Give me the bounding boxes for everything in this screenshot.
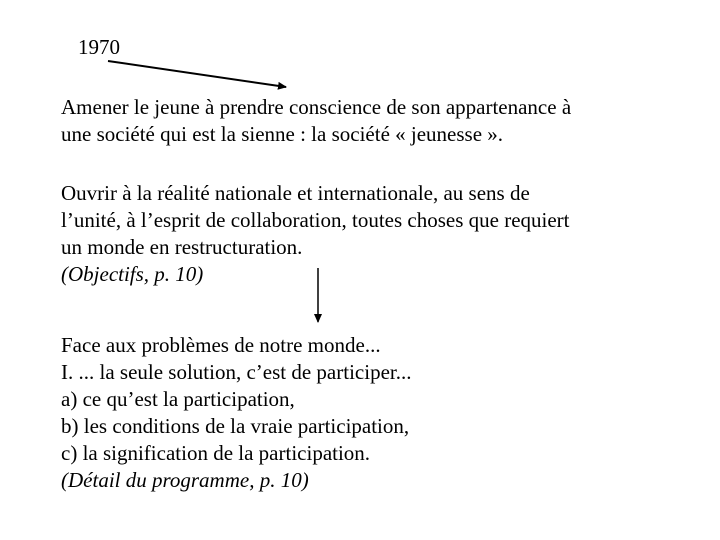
citation: (Objectifs, p. 10)	[61, 262, 204, 286]
text-line: un monde en restructuration.	[61, 235, 303, 259]
list-item: a) ce qu’est la participation,	[61, 387, 295, 411]
diagonal-arrow-icon	[108, 61, 286, 87]
citation: (Détail du programme, p. 10)	[61, 468, 309, 492]
list-item: b) les conditions de la vraie participation,	[61, 414, 410, 438]
text-line: I. ... la seule solution, c’est de participer...	[61, 360, 412, 384]
text-line: Face aux problèmes de notre monde...	[61, 333, 381, 357]
text-line: l’unité, à l’esprit de collaboration, toutes choses que requiert	[61, 208, 570, 232]
list-item: c) la signification de la participation.	[61, 441, 371, 465]
text-line: Ouvrir à la réalité nationale et internationale, au sens de	[61, 181, 530, 205]
paragraph-objective-1	[61, 94, 653, 148]
paragraph-objective-2	[61, 180, 653, 288]
text-line: une société qui est la sienne : la société « jeunesse ».	[61, 122, 504, 146]
paragraph-program	[61, 332, 653, 494]
text-line: Amener le jeune à prendre conscience de son appartenance à	[61, 95, 572, 119]
year-label: 1970	[78, 35, 120, 59]
